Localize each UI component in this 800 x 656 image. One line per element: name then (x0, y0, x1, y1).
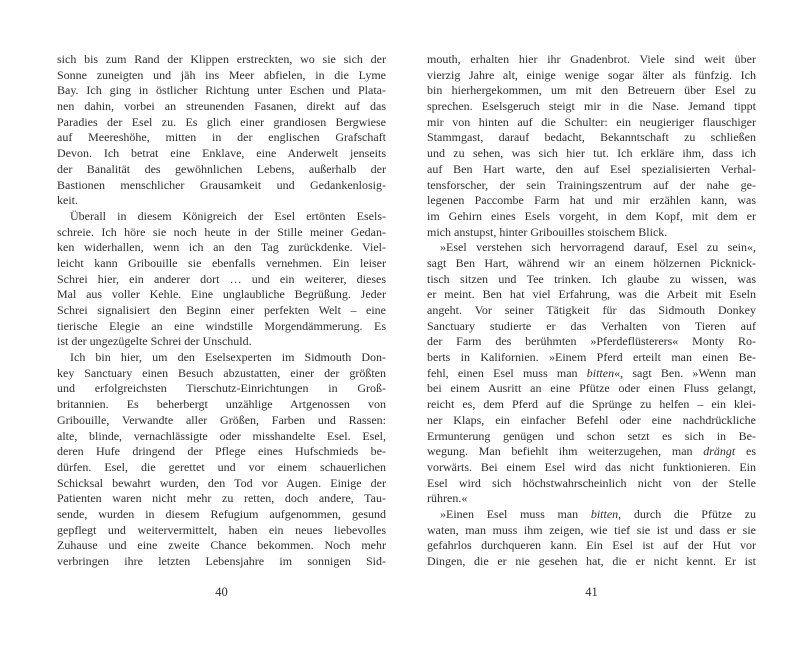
text-line: Dingen, die er nie gesehen hat, die er nicht kennt. Er ist (427, 554, 756, 568)
text-line: Ermunterung genügen und schon setzt es sich in Be- (427, 428, 756, 443)
text-line: der Banalität des gewöhnlichen Lebens, außerhalb der (57, 161, 386, 176)
text-line: dürfen. Esel, die gerettet und vor einem schauerlichen (57, 459, 386, 474)
page-right-text-block (427, 52, 756, 570)
text-line: sagt Ben Hart, während wir an einem hölzernen Picknick- (427, 255, 756, 270)
text-line: Paradies der Esel zu. Es glich einer grandiosen Bergwiese (57, 114, 386, 129)
text-line: Bay. Ich ging in östlicher Richtung unter Eschen und Plata- (57, 83, 386, 98)
text-line: er meint. Ben hat viel Erfahrung, was die Arbeit mit Eseln (427, 287, 756, 302)
page-left-text-block (57, 52, 386, 570)
text-line: sprechen. Eselsgeruch steigt mir in die Nase. Jemand tippt (427, 99, 756, 114)
text-line: fehl, einen Esel muss man bitten«, sagt Ben. »Wenn man (427, 365, 756, 380)
text-line: Sanctuary studierte er das Verhalten von Tieren auf (427, 318, 756, 333)
text-line: mouth, erhalten hier ihr Gnadenbrot. Viele sind weit über (427, 52, 756, 66)
text-line: Schrei signalisiert den Beginn einer perfekten Welt – eine (57, 303, 386, 317)
text-line: nen dahin, vorbei an streunenden Fasanen, direkt auf das (57, 99, 386, 114)
text-line: sende, wurden in diesem Refugium aufgenommen, gesund (57, 506, 386, 521)
text-line: Gribouille, Verwandte aller Größen, Farben und Rassen: (57, 412, 386, 427)
text-line: Ich bin hier, um den Eselsexperten im Sidmouth Don- (70, 350, 386, 365)
text-line: reicht es, dem Pferd auf die Sprünge zu helfen – ein klei- (427, 397, 756, 412)
text-line: tisch sitzen und Tee trinken. Ich glaube zu wissen, was (427, 271, 756, 286)
text-line: alte, blinde, vernachlässigte oder misshandelte Esel. Esel, (57, 428, 386, 443)
text-line: auf Ben Hart warte, den auf Esel spezialisierten Verhal- (427, 161, 756, 176)
text-line: angeht. Vor seiner Tätigkeit für das Sidmouth Donkey (427, 303, 756, 317)
text-line: vorwärts. Bei einem Esel wird das nicht funktionieren. Ein (427, 459, 756, 474)
text-line: bin hierhergekommen, um mit den Betreuern über Esel zu (427, 83, 756, 98)
text-line: Mal aus voller Kehle. Eine unglaubliche Begrüßung. Jeder (57, 287, 386, 302)
text-line: im Gehirn eines Esels vorgeht, in dem Kopf, mit dem er (427, 208, 756, 223)
text-line: keit. (57, 193, 78, 208)
text-line: wegung. Man befiehlt ihm weiterzugehen, man drängt es (427, 444, 756, 459)
text-line: waten, man muss ihm zeigen, wie tief sie ist und dass er sie (427, 522, 756, 537)
page-number-right: 41 (585, 585, 598, 599)
text-line: schreie. Ich höre sie noch heute in der Stille meiner Gedan- (57, 224, 386, 239)
text-line: sich bis zum Rand der Klippen erstreckten, wo sie sich der (57, 52, 386, 66)
text-line: Sonne zuneigten und jäh ins Meer abfielen, in die Lyme (57, 67, 386, 82)
text-line: deren Hufe dringend der Pflege eines Hufschmieds be- (57, 444, 386, 459)
text-line: tierische Elegie an eine windstille Morgendämmerung. Es (57, 318, 386, 333)
text-line: Stammgast, darauf bedacht, Bekanntschaft zu schließen (427, 130, 756, 145)
text-line: key Sanctuary einen Besuch abzustatten, einer der größten (57, 365, 386, 380)
text-line: »Einen Esel muss man bitten, durch die Pfütze zu (440, 506, 756, 521)
text-line: vierzig Jahre alt, einige wenige sogar älter als fünfzig. Ich (427, 67, 756, 82)
text-line: Devon. Ich betrat eine Enklave, eine Anderwelt jenseits (57, 146, 386, 161)
text-line: Schrei hier, ein anderer dort … und ein weiterer, dieses (57, 271, 386, 286)
text-line: leicht kann Gribouille sie ebenfalls vernehmen. Ein leiser (57, 255, 386, 270)
page-number-left: 40 (215, 585, 228, 599)
text-line: ken widerhallen, wenn ich an den Tag zurückdenke. Viel- (57, 240, 386, 255)
text-line: gepflegt und weitervermittelt, haben ein neues liebevolles (57, 522, 386, 537)
text-line: Patienten waren nicht mehr zu retten, doch andere, Tau- (57, 491, 386, 506)
text-line: Zuhause und eine zweite Chance bekommen. Noch mehr (57, 538, 386, 553)
text-line: ner Klaps, ein einfacher Befehl oder eine nachdrückliche (427, 412, 756, 427)
text-line: rühren.« (427, 491, 468, 506)
text-line: legenen Paccombe Farm hat und mir erzählen kann, was (427, 193, 756, 208)
text-line: Esel wird sich höchstwahrscheinlich nicht von der Stelle (427, 475, 756, 490)
text-line: auf Meereshöhe, mitten in der englischen Grafschaft (57, 130, 386, 145)
text-line: bei einem Ausritt an eine Pfütze oder einen Fluss gelangt, (427, 381, 756, 396)
text-line: berts in Kalifornien. »Einem Pferd erteilt man einen Be- (427, 350, 756, 365)
text-line: der Farm des berühmten »Pferdeflüsterers« Monty Ro- (427, 334, 756, 349)
text-line: Schicksal bewahrt wurden, den Tod vor Augen. Einige der (57, 475, 386, 490)
text-line: gefahrlos durchqueren kann. Ein Esel ist auf der Hut vor (427, 538, 756, 553)
text-line: mir von hinten auf die Schulter: ein neugieriger flauschiger (427, 114, 756, 129)
text-line: Überall in diesem Königreich der Esel ertönten Esels- (70, 208, 386, 223)
text-line: verbringen ihre letzten Lebensjahre im sonnigen Sid- (57, 554, 386, 568)
text-line: und zu sehen, was sich hier tut. Ich erkläre ihm, dass ich (427, 146, 756, 161)
text-line: britannien. Es beherbergt unzählige Artgenossen von (57, 397, 386, 412)
text-line: mich anstupst, hinter Gribouilles stoischem Blick. (427, 224, 668, 239)
text-line: ist der ungezügelte Schrei der Unschuld. (57, 334, 252, 349)
text-line: und erfolgreichsten Tierschutz-Einrichtungen in Groß- (57, 381, 386, 396)
text-line: tensforscher, der sein Trainingszentrum auf der nahe ge- (427, 177, 756, 192)
text-line: »Esel verstehen sich hervorragend darauf, Esel zu sein«, (440, 240, 756, 255)
text-line: Bastionen menschlicher Grausamkeit und Gedankenlosig- (57, 177, 386, 192)
